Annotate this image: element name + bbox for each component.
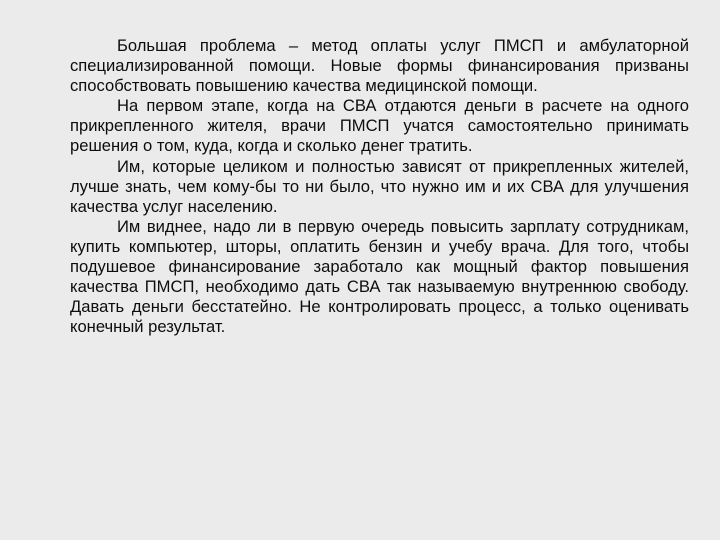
paragraph-internal-freedom: Им виднее, надо ли в первую очередь повысить зарплату сотрудникам, купить компьютер, шторы, оплатить бензин и учебу врача. Для того, чтобы подушевое финансирование заработало как мощный фактор повышения качества ПМСП, необходимо дать СВА так называемую внутреннюю свободу. Давать деньги бесстатейно. Не контролировать процесс, а только оценивать конечный результат. [70,216,689,337]
paragraph-first-stage: На первом этапе, когда на СВА отдаются деньги в расчете на одного прикрепленного жителя, врачи ПМСП учатся самостоятельно принимать решения о том, куда, когда и сколько денег тратить. [70,96,689,156]
text-block [70,36,689,337]
paragraph-residents: Им, которые целиком и полностью зависят от прикрепленных жителей, лучше знать, чем кому-бы то ни было, что нужно им и их СВА для улучшения качества услуг населению. [70,156,689,216]
paragraph-payment-problem: Большая проблема – метод оплаты услуг ПМСП и амбулаторной специализированной помощи. Новые формы финансирования призваны способствовать повышению качества медицинской помощи. [70,36,689,96]
